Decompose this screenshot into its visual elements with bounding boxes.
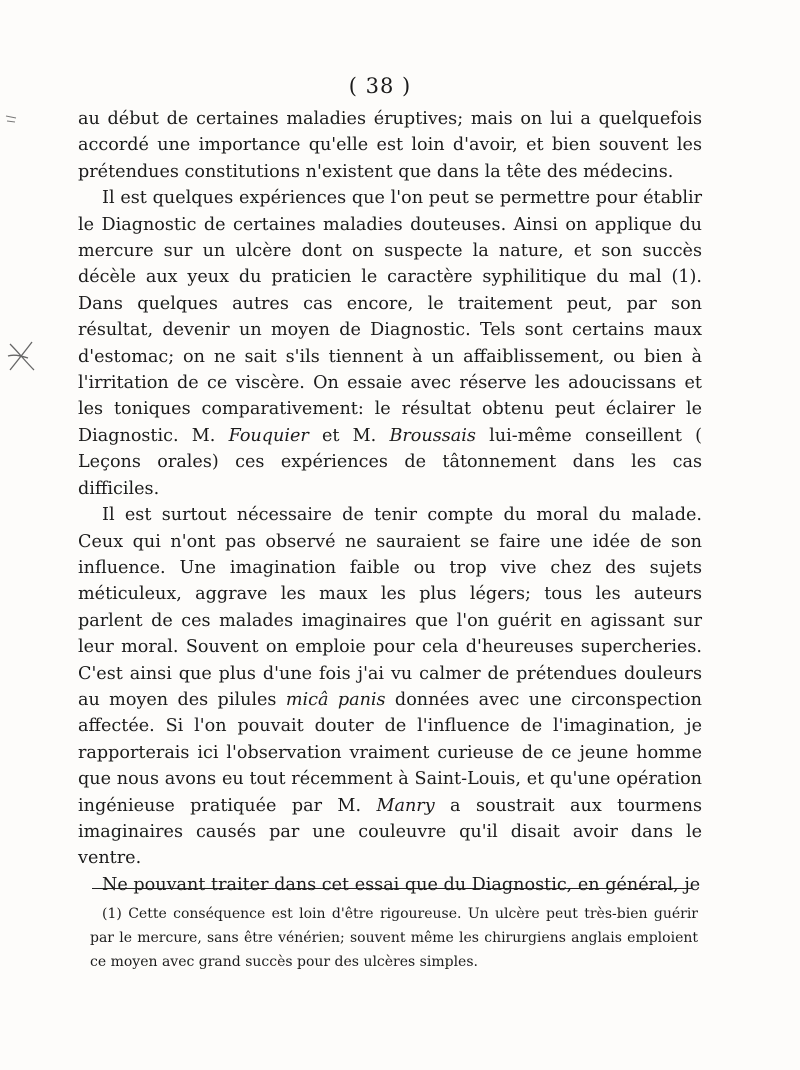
- paragraph-3-tail-2: a soustrait aux tourmens imaginaires causés par une couleuvre qu'il disait avoir dans le ventre.: [78, 795, 702, 869]
- paragraph-2-tail-3: lui-même conseillent ( Leçons orales) ces expériences de tâtonnement dans les cas difficiles.: [78, 425, 702, 499]
- paragraph-1: [78, 106, 702, 185]
- paragraph-1-text: au début de certaines maladies éruptives; mais on lui a quelquefois accordé une importance qu'elle est loin d'avoir, et bien souvent les prétendues constitutions n'existent que dans la tête des médecins.: [78, 109, 702, 182]
- footnote: (1) Cette conséquence est loin d'être rigoureuse. Un ulcère peut très-bien guérir par le mercure, sans être vénérien; souvent même les chirurgiens anglais emploient ce moyen avec grand succès pour des ulcères simples.: [90, 906, 698, 970]
- paragraph-3: [78, 502, 702, 872]
- author-name-manry: Manry: [376, 795, 435, 816]
- paragraph-2-text: Il est quelques expériences que l'on peut se permettre pour établir le Diagnostic de certaines maladies douteuses. Ainsi on applique du mercure sur un ulcère dont on suspecte la nature, et son succès décèle aux yeux du praticien le caractère syphilitique du mal (1). Dans quelques autres cas encore, le traitement peut, par son résultat, devenir un moyen de Diagnostic. Tels sont certains maux d'estomac; on ne sait s'ils tiennent à un affaiblissement, ou bien à l'irritation de ce viscère. On essaie avec réserve les adoucissans et les toniques comparativement: le résultat obtenu peut éclairer le Diagnostic.: [78, 188, 702, 446]
- paragraph-2-tail-2: et M.: [308, 425, 390, 446]
- paragraph-3-text: Il est surtout nécessaire de tenir compte du moral du malade. Ceux qui n'ont pas observé ne sauraient se faire une idée de son influence. Une imagination faible ou trop vive chez des sujets méticuleux, aggrave les maux les plus légers; tous les auteurs parlent de ces malades imaginaires que l'on guérit en agissant sur leur moral. Souvent on emploie pour cela d'heureuses supercheries. C'est ainsi que plus d'une fois j'ai vu calmer de prétendues douleurs au moyen des pilules: [78, 505, 702, 710]
- page-number: ( 38 ): [348, 74, 412, 98]
- main-text: [78, 106, 702, 898]
- paragraph-4-text: Ne pouvant traiter dans cet essai que du Diagnostic, en général, je: [102, 874, 701, 895]
- latin-term-mica-panis: micâ panis: [285, 689, 386, 710]
- author-name-broussais: Broussais: [389, 425, 476, 446]
- author-name-fouquier: Fouquier: [228, 425, 309, 446]
- paragraph-2: [78, 185, 702, 502]
- handwritten-margin-mark: [4, 336, 40, 376]
- paragraph-4: [78, 872, 702, 898]
- margin-tick-mark: [4, 112, 18, 126]
- footnote-separator: [92, 888, 692, 889]
- paragraph-2-tail-1: M.: [178, 425, 229, 446]
- paragraph-3-tail-1: données avec une circonspection affectée. Si l'on pouvait douter de l'influence de l'imagination, je rapporterais ici l'observation vraiment curieuse de ce jeune homme que nous avons eu tout récemment à Saint-Louis, et qu'une opération ingénieuse pratiquée par M.: [78, 689, 702, 816]
